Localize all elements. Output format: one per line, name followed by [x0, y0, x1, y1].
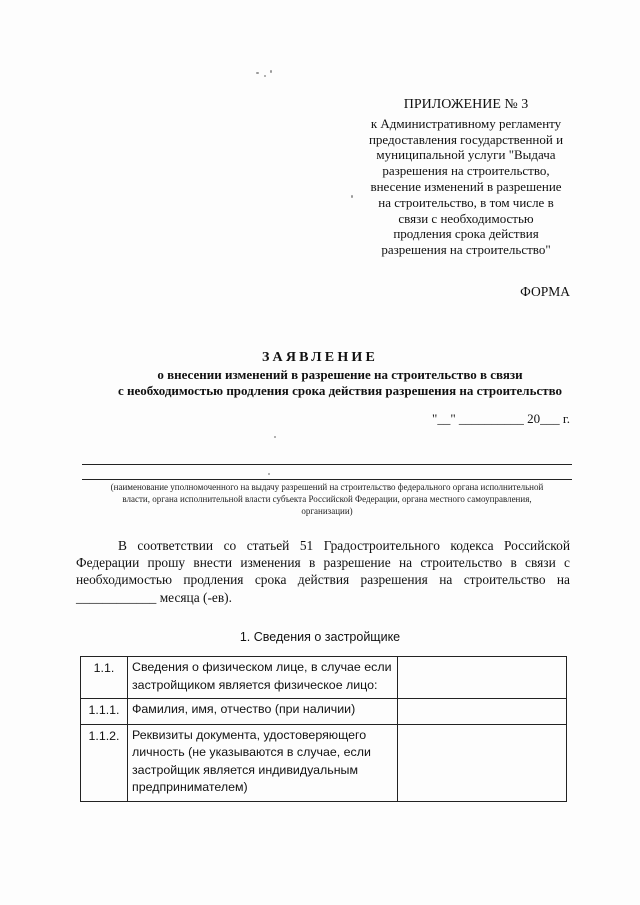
appendix-line: внесение изменений в разрешение [370, 178, 562, 194]
appendix-title: ПРИЛОЖЕНИЕ № 3 [403, 97, 529, 112]
authority-line-1[interactable] [82, 464, 572, 465]
authority-line-2[interactable] [82, 479, 572, 480]
scan-speck [256, 72, 259, 74]
scan-speck [351, 195, 353, 198]
developer-info-table [80, 656, 567, 802]
appendix-line: разрешения на строительство, [382, 163, 550, 179]
appendix-line: предоставления государственной и [368, 131, 564, 147]
row-label: Фамилия, имя, отчество (при наличии) [128, 699, 398, 725]
appendix-block [340, 97, 592, 258]
caption-line: власти, органа исполнительной власти субъекта Российской Федерации, органа местного самоуправления, [122, 494, 532, 504]
document-subtitle [60, 367, 620, 399]
row-number: 1.1.1. [81, 699, 128, 725]
appendix-line: продления срока действия [393, 226, 539, 242]
table-row [81, 724, 567, 801]
scan-speck [274, 436, 276, 438]
row-label: Реквизиты документа, удостоверяющего личность (не указываются в случае, если застройщик является индивидуальным предпринимателем) [128, 724, 398, 801]
subtitle-line-2: с необходимостью продления срока действия разрешения на строительство [117, 383, 563, 398]
row-value-cell[interactable] [398, 724, 567, 801]
row-number: 1.1. [81, 657, 128, 699]
date-field[interactable]: "__" __________ 20___ г. [432, 411, 570, 426]
appendix-line: на строительство, в том числе в [378, 194, 554, 210]
appendix-line: разрешения на строительство" [381, 242, 551, 258]
scan-speck [268, 473, 270, 475]
row-label: Сведения о физическом лице, в случае если застройщиком является физическое лицо: [128, 657, 398, 699]
scan-speck [264, 75, 266, 77]
appendix-line: связи с необходимостью [398, 210, 534, 226]
caption-line: (наименование уполномоченного на выдачу разрешений на строительство федерального органа исполнительной [110, 482, 544, 492]
caption-line: организации) [301, 506, 353, 516]
request-paragraph: В соответствии со статьей 51 Градостроительного кодекса Российской Федерации прошу внести изменения в разрешение на строительство в связи с необходимостью продления срока действия разрешения на строительство на ____________ месяца (-ев). [76, 538, 570, 605]
row-value-cell[interactable] [398, 657, 567, 699]
form-label: ФОРМА [520, 284, 570, 299]
section-title: 1. Сведения о застройщике [239, 630, 401, 644]
appendix-line: муниципальной услуги "Выдача [376, 147, 556, 163]
scan-speck [270, 70, 272, 73]
table-row [81, 657, 567, 699]
row-value-cell[interactable] [398, 699, 567, 725]
subtitle-line-1: о внесении изменений в разрешение на строительство в связи [157, 367, 523, 382]
authority-caption [82, 481, 572, 517]
table-row [81, 699, 567, 725]
appendix-line: к Административному регламенту [370, 115, 562, 131]
row-number: 1.1.2. [81, 724, 128, 801]
document-title: ЗАЯВЛЕНИЕ [261, 350, 379, 365]
